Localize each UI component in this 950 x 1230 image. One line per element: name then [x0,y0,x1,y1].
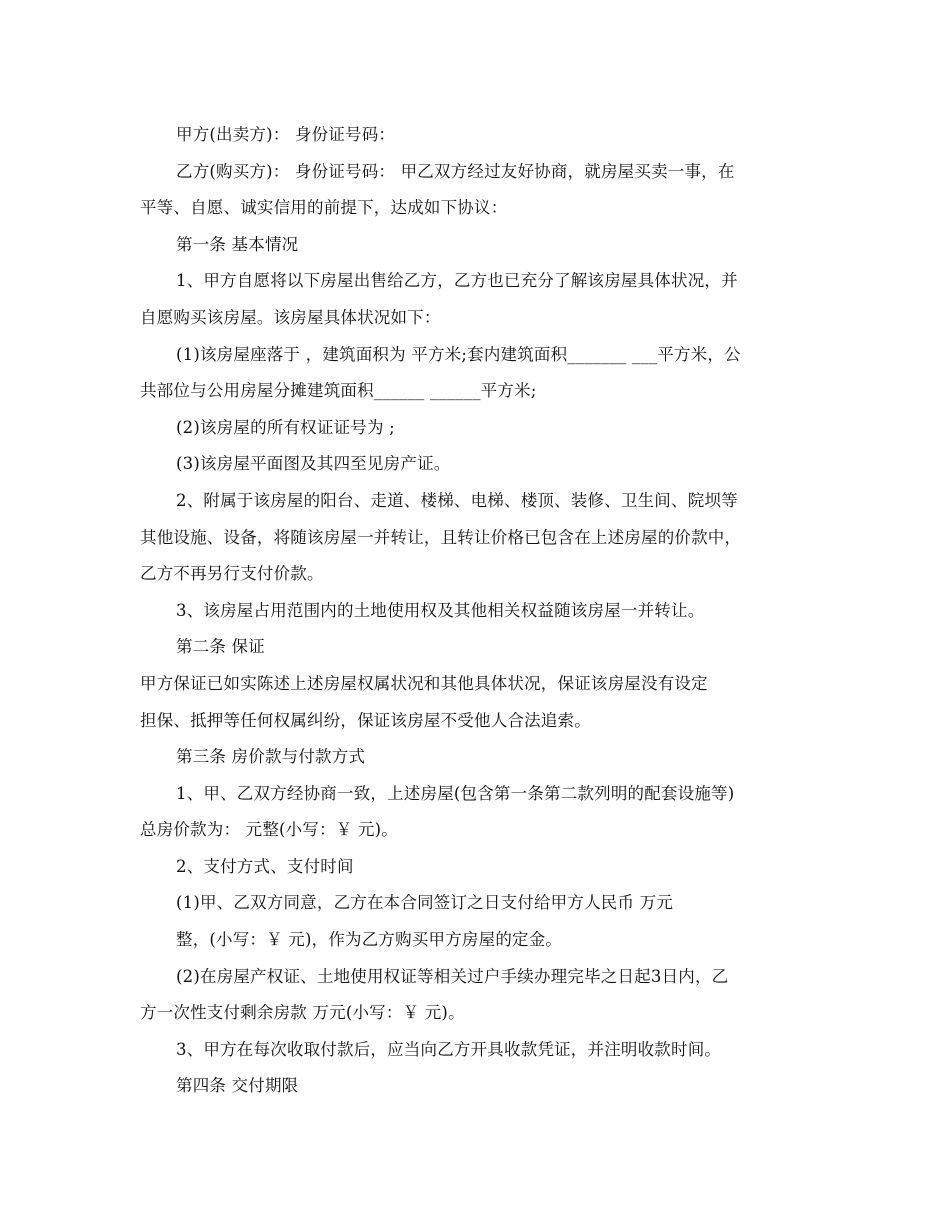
article-3-item-1-line-2: 整，(小写：￥ 元)，作为乙方购买甲方房屋的定金。 [176,930,563,950]
party-a-line: 甲方(出卖方)： 身份证号码： [176,125,396,144]
article-1-item-2: (2)该房屋的所有权证证号为 ; [176,417,395,437]
article-1-clause-2-line-3: 乙方不再另行支付价款。 [140,564,324,584]
article-2-body-line-1: 甲方保证已如实陈述上述房屋权属状况和其他具体状况，保证该房屋没有设定 [140,673,708,693]
article-1-item-1-line-2: 共部位与公用房屋分摊建筑面积______ ______平方米; [140,381,537,401]
article-1-heading: 第一条 基本情况 [176,234,299,254]
article-2-body-line-2: 担保、抵押等任何权属纠纷，保证该房屋不受他人合法追索。 [140,710,591,730]
agreement-preamble: 平等、自愿、诚实信用的前提下，达成如下协议： [140,198,508,218]
article-1-item-3: (3)该房屋平面图及其四至见房产证。 [176,454,451,474]
party-b-line: 乙方(购买方)： 身份证号码： 甲乙双方经过友好协商，就房屋买卖一事，在 [176,161,735,181]
article-3-item-1-line-1: (1)甲、乙双方同意，乙方在本合同签订之日支付给甲方人民币 万元 [176,893,674,913]
contract-body [140,117,815,1105]
article-1-item-1-line-1: (1)该房屋座落于 ，建筑面积为 平方米;套内建筑面积_______ ___平方米，公 [176,344,741,364]
article-3-heading: 第三条 房价款与付款方式 [176,747,366,767]
article-4-heading: 第四条 交付期限 [176,1076,299,1096]
article-2-heading: 第二条 保证 [176,637,265,657]
article-1-clause-1-line-1: 1、甲方自愿将以下房屋出售给乙方，乙方也已充分了解该房屋具体状况，并 [176,271,738,291]
article-1-clause-2-line-1: 2、附属于该房屋的阳台、走道、楼梯、电梯、楼顶、装修、卫生间、院坝等 [176,490,738,510]
article-1-clause-3: 3、该房屋占用范围内的土地使用权及其他相关权益随该房屋一并转让。 [176,600,705,620]
article-1-clause-2-line-2: 其他设施、设备，将随该房屋一并转让，且转让价格已包含在上述房屋的价款中， [140,527,742,547]
article-3-clause-1-line-1: 1、甲、乙双方经协商一致，上述房屋(包含第一条第二款列明的配套设施等) [176,783,735,803]
article-3-clause-3: 3、甲方在每次收取付款后，应当向乙方开具收款凭证，并注明收款时间。 [176,1039,722,1059]
article-3-clause-1-line-2: 总房价款为： 元整(小写：￥ 元)。 [140,820,398,840]
article-1-clause-1-line-2: 自愿购买该房屋。该房屋具体状况如下： [140,307,441,327]
article-3-clause-2: 2、支付方式、支付时间 [176,856,354,876]
article-3-item-2-line-2: 方一次性支付剩余房款 万元(小写：￥ 元)。 [140,1003,465,1023]
article-3-item-2-line-1: (2)在房屋产权证、土地使用权证等相关过户手续办理完毕之日起3日内，乙 [176,966,729,986]
